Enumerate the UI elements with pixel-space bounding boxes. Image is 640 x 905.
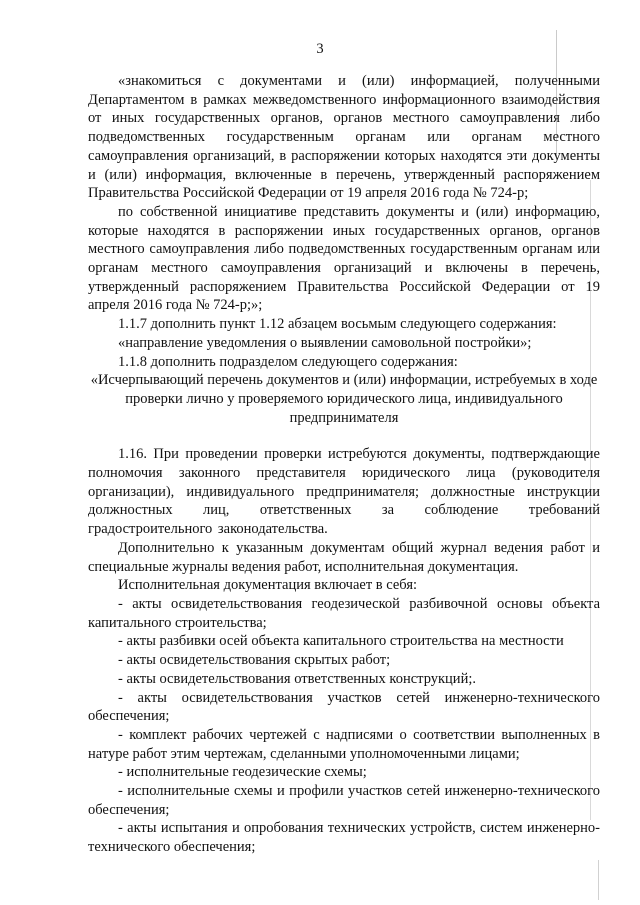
scan-artifact-line [598, 860, 599, 900]
list-item: - акты испытания и опробования технических устройств, систем инженерно-технического обеспечения; [88, 820, 600, 856]
paragraph-right-to-submit: по собственной инициативе представить документы и (или) информацию, которые находятся в распоряжении иных государственных органов, органов местного самоуправления либо подведомственных государственным органам или органам местного самоуправления организаций и включены в перечень, утвержденный распоряжением Правительства Российской Федерации от 19 апреля 2016 года № 724-р;»; [88, 203, 600, 314]
paragraph-notification: «направление уведомления о выявлении самовольной постройки»; [118, 334, 532, 351]
page-number: 3 [316, 41, 324, 57]
scan-artifact-line [556, 30, 557, 160]
list-item: - исполнительные схемы и профили участков сетей инженерно-технического обеспечения; [88, 783, 600, 818]
list-item: - акты освидетельствования участков сетей инженерно-технического обеспечения; [88, 689, 600, 725]
paragraph-1-1-8: 1.1.8 дополнить подразделом следующего содержания: [118, 353, 458, 370]
list-item: - акты освидетельствования скрытых работ; [118, 652, 391, 669]
paragraph-right-to-familiarize: «знакомиться с документами и (или) информацией, полученными Департаментом в рамках межведомственного информационного взаимодействия от иных государственных органов, органов местного самоуправления либо подведомственных государственным органам или органам местного самоуправления организаций, в распоряжении которых находятся эти документы и (или) информация, включенные в перечень, утвержденный распоряжением Правительства Российской Федерации от 19 апреля 2016 года № 724-р; [88, 73, 600, 202]
list-item: - исполнительные геодезические схемы; [118, 764, 367, 781]
section-heading: «Исчерпывающий перечень документов и (или) информации, истребуемых в ходе проверки лично у проверяемого юридического лица, индивидуального предпринимателя [90, 372, 598, 426]
list-item: - акты освидетельствования геодезической разбивочной основы объекта капитального строительства; [88, 595, 600, 631]
paragraph-1-1-7: 1.1.7 дополнить пункт 1.12 абзацем восьмым следующего содержания: [118, 316, 557, 333]
paragraph-1-16: 1.16. При проведении проверки истребуются документы, подтверждающие полномочия законного представителя юридического лица (руководителя организации), индивидуального предпринимателя; должностные инструкции должностных лиц, ответственных за соблюдение требований градостроительного законодательства. [88, 446, 600, 538]
list-item: - акты разбивки осей объекта капитального строительства на местности [118, 633, 564, 650]
list-item: - комплект рабочих чертежей с надписями о соответствии выполненных в натуре работ этим чертежам, сделанными уполномоченными лицами; [88, 726, 600, 762]
document-body [88, 72, 600, 857]
paragraph-executive-docs-intro: Исполнительная документация включает в себя: [118, 577, 418, 594]
paragraph-additional-documents: Дополнительно к указанным документам общий журнал ведения работ и специальные журналы ведения работ, исполнительная документация. [88, 539, 600, 575]
scan-artifact-line [590, 180, 591, 820]
spacer [88, 427, 600, 445]
list-item: - акты освидетельствования ответственных конструкций;. [118, 670, 476, 687]
